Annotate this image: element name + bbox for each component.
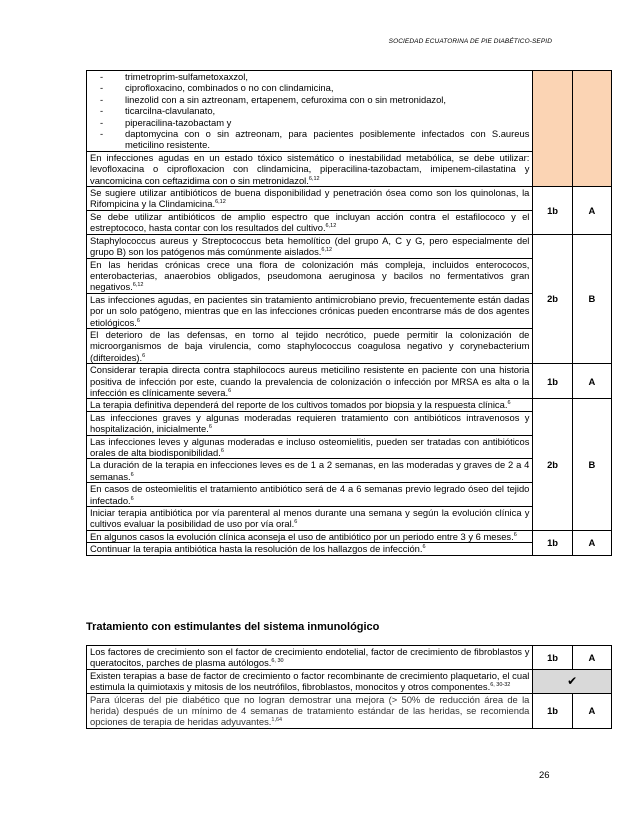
recommendation-text: Los factores de crecimiento son el factor de crecimiento endotelial, factor de crecimiento de fibroblastos y queratocitos, parches de plasma autólogos.$^{6, 30}$ — [87, 646, 533, 670]
recommendation-text: Iniciar terapia antibiótica por vía parenteral al menos durante una semana y según la evolución clínica y cultivos evaluar la posibilidad de uso por vía oral.$^6$ — [87, 507, 533, 531]
recommendation-text: Considerar terapia directa contra staphilococs aureus meticilino resistente en paciente con una historia positiva de infección por este, cuando la prevalencia de colonización o infección por MRSA es alta o la infección es clínicamente severa.$^6$ — [87, 364, 533, 399]
recommendation-text: Continuar la terapia antibiótica hasta la resolución de los hallazgos de infección.$^6$ — [87, 543, 533, 555]
recommendation-text: Las infecciones leves y algunas moderadas e incluso osteomielitis, pueden ser tratadas con antibióticos orales de alta biodisponibilidad.$^6$ — [87, 435, 533, 459]
recommendation-grade-cell — [572, 71, 611, 187]
table-row — [87, 411, 612, 435]
evidence-level-cell: 2b — [533, 399, 572, 530]
recommendation-grade-cell: A — [572, 693, 611, 728]
recommendation-grade-cell: B — [572, 399, 611, 530]
list-item: - ticarcilna-clavulanato, — [100, 105, 529, 116]
recommendation-grade-cell: A — [572, 530, 611, 555]
recommendation-text: Para úlceras del pie diabético que no logran demostrar una mejora (> 50% de reducción área de la herida) después de un mínimo de 4 semanas de tratamiento estándar de las heridas, se recomienda opciones de terapia de heridas adyuvantes.$^{1,64}$ — [87, 693, 533, 728]
table-row — [87, 693, 612, 728]
evidence-level-cell: 1b — [533, 187, 572, 235]
list-item: - trimetroprim-sulfametoxaxzol, — [100, 71, 529, 82]
recommendation-text: En casos de osteomielitis el tratamiento antibiótico será de 4 a 6 semanas previo legrado óseo del tejido infectado.$^6$ — [87, 483, 533, 507]
recommendation-grade-cell: A — [572, 364, 611, 399]
table-row — [87, 187, 612, 211]
recommendation-text: Staphylococcus aureus y Streptococcus beta hemolítico (del grupo A, C y G, pero especialmente del grupo B) son los patógenos más comúnmente aislados.$^{6,12}$ — [87, 234, 533, 258]
evidence-level-cell — [533, 71, 572, 187]
evidence-table-immune-stimulants — [86, 645, 612, 729]
table-row — [87, 435, 612, 459]
list-item: - linezolid con a sin aztreonam, ertapenem, cefuroxima con o sin metronidazol, — [100, 94, 529, 105]
table-row — [87, 543, 612, 555]
table-row — [87, 71, 612, 152]
table-row — [87, 293, 612, 328]
recommendation-text: Las infecciones graves y algunas moderadas requieren tratamiento con antibióticos intravenosos y hospitalización, inicialmente.$^6$ — [87, 411, 533, 435]
table-row — [87, 364, 612, 399]
table-row — [87, 210, 612, 234]
checkmark-icon: ✔ — [567, 673, 578, 688]
running-header: SOCIEDAD ECUATORINA DE PIE DIABÉTICO-SEPID — [388, 38, 552, 45]
recommendation-grade-cell: B — [572, 234, 611, 363]
antibiotic-options-cell — [87, 71, 533, 152]
list-item: - daptomycina con o sin aztreonam, para pacientes posiblemente infectados con S.aureus meticilino resistente. — [100, 128, 529, 151]
recommendation-text: Las infecciones agudas, en pacientes sin tratamiento antimicrobiano previo, frecuentemente están dadas por un solo patógeno, mientras que en las infecciones crónicas pueden encontrarse más de dos agentes etiológicos.$^6$ — [87, 293, 533, 328]
table-row — [87, 399, 612, 411]
recommendation-text: Existen terapias a base de factor de crecimiento o factor recombinante de crecimiento plaquetario, el cual estimula la quimiotaxis y mitosis de los neutrófilos, fibroblastos, monocitos y otros componentes.$^{6, 30-32}$ — [87, 669, 533, 693]
section-title: Tratamiento con estimulantes del sistema inmunológico — [86, 621, 380, 633]
page-number: 26 — [539, 770, 550, 781]
table-row — [87, 459, 612, 483]
recommendation-text: Se debe utilizar antibióticos de amplio espectro que incluyan acción contra el estafilococo y el estreptococo, hasta contar con los resultados del cultivo.$^{6,12}$ — [87, 210, 533, 234]
table-row — [87, 530, 612, 542]
evidence-level-cell: 1b — [533, 364, 572, 399]
evidence-level-cell: 1b — [533, 693, 572, 728]
recommendation-text: La duración de la terapia en infecciones leves es de 1 a 2 semanas, en las moderadas y graves de 2 a 4 semanas.$^6$ — [87, 459, 533, 483]
checkmark-cell — [533, 669, 612, 693]
recommendation-text: En infecciones agudas en un estado tóxico sistemático o inestabilidad metabólica, se debe utilizar: levofloxacina o ciprofloxacion con clindamicina, piperacilina-tazobactam, imipenem-cilastatina y vancomicina con ceftazidima con o sin metronidazol.$^{6,12}$ — [87, 151, 533, 186]
table-row — [87, 151, 612, 186]
evidence-table-antibiotics — [86, 70, 612, 556]
recommendation-grade-cell: A — [572, 646, 611, 670]
recommendation-grade-cell: A — [572, 187, 611, 235]
table-row — [87, 258, 612, 293]
evidence-level-cell: 2b — [533, 234, 572, 363]
list-item: - piperacilina-tazobactam y — [100, 117, 529, 128]
table-row — [87, 507, 612, 531]
table-row — [87, 483, 612, 507]
table-row — [87, 646, 612, 670]
recommendation-text: En algunos casos la evolución clínica aconseja el uso de antibiótico por un periodo entre 3 y 6 meses.$^6$ — [87, 530, 533, 542]
evidence-level-cell: 1b — [533, 646, 572, 670]
recommendation-text: Se sugiere utilizar antibióticos de buena disponibilidad y penetración ósea como son los quinolonas, la Rifompicina y la Clindamicina.$^{6,12}$ — [87, 187, 533, 211]
recommendation-text: La terapia definitiva dependerá del reporte de los cultivos tomados por biopsia y la respuesta clínica.$^6$ — [87, 399, 533, 411]
table-row — [87, 669, 612, 693]
recommendation-text: En las heridas crónicas crece una flora de colonización más compleja, incluidos enterococos, enterobacterias, anaerobios obligados, pseudomona aeruginosa y bacilos no fermentativos gran negativos.$^{6,12}$ — [87, 258, 533, 293]
recommendation-text: El deterioro de las defensas, en torno al tejido necrótico, puede permitir la colonización de microorganismos de baja virulencia, como staphylococcus coagulosa negativo y corynebacterium (difteroides).$^6$ — [87, 328, 533, 363]
evidence-level-cell: 1b — [533, 530, 572, 555]
list-item: - ciprofloxacino, combinados o no con clindamicina, — [100, 82, 529, 93]
antibiotic-options-list — [90, 71, 529, 151]
table-row — [87, 234, 612, 258]
table-row — [87, 328, 612, 363]
